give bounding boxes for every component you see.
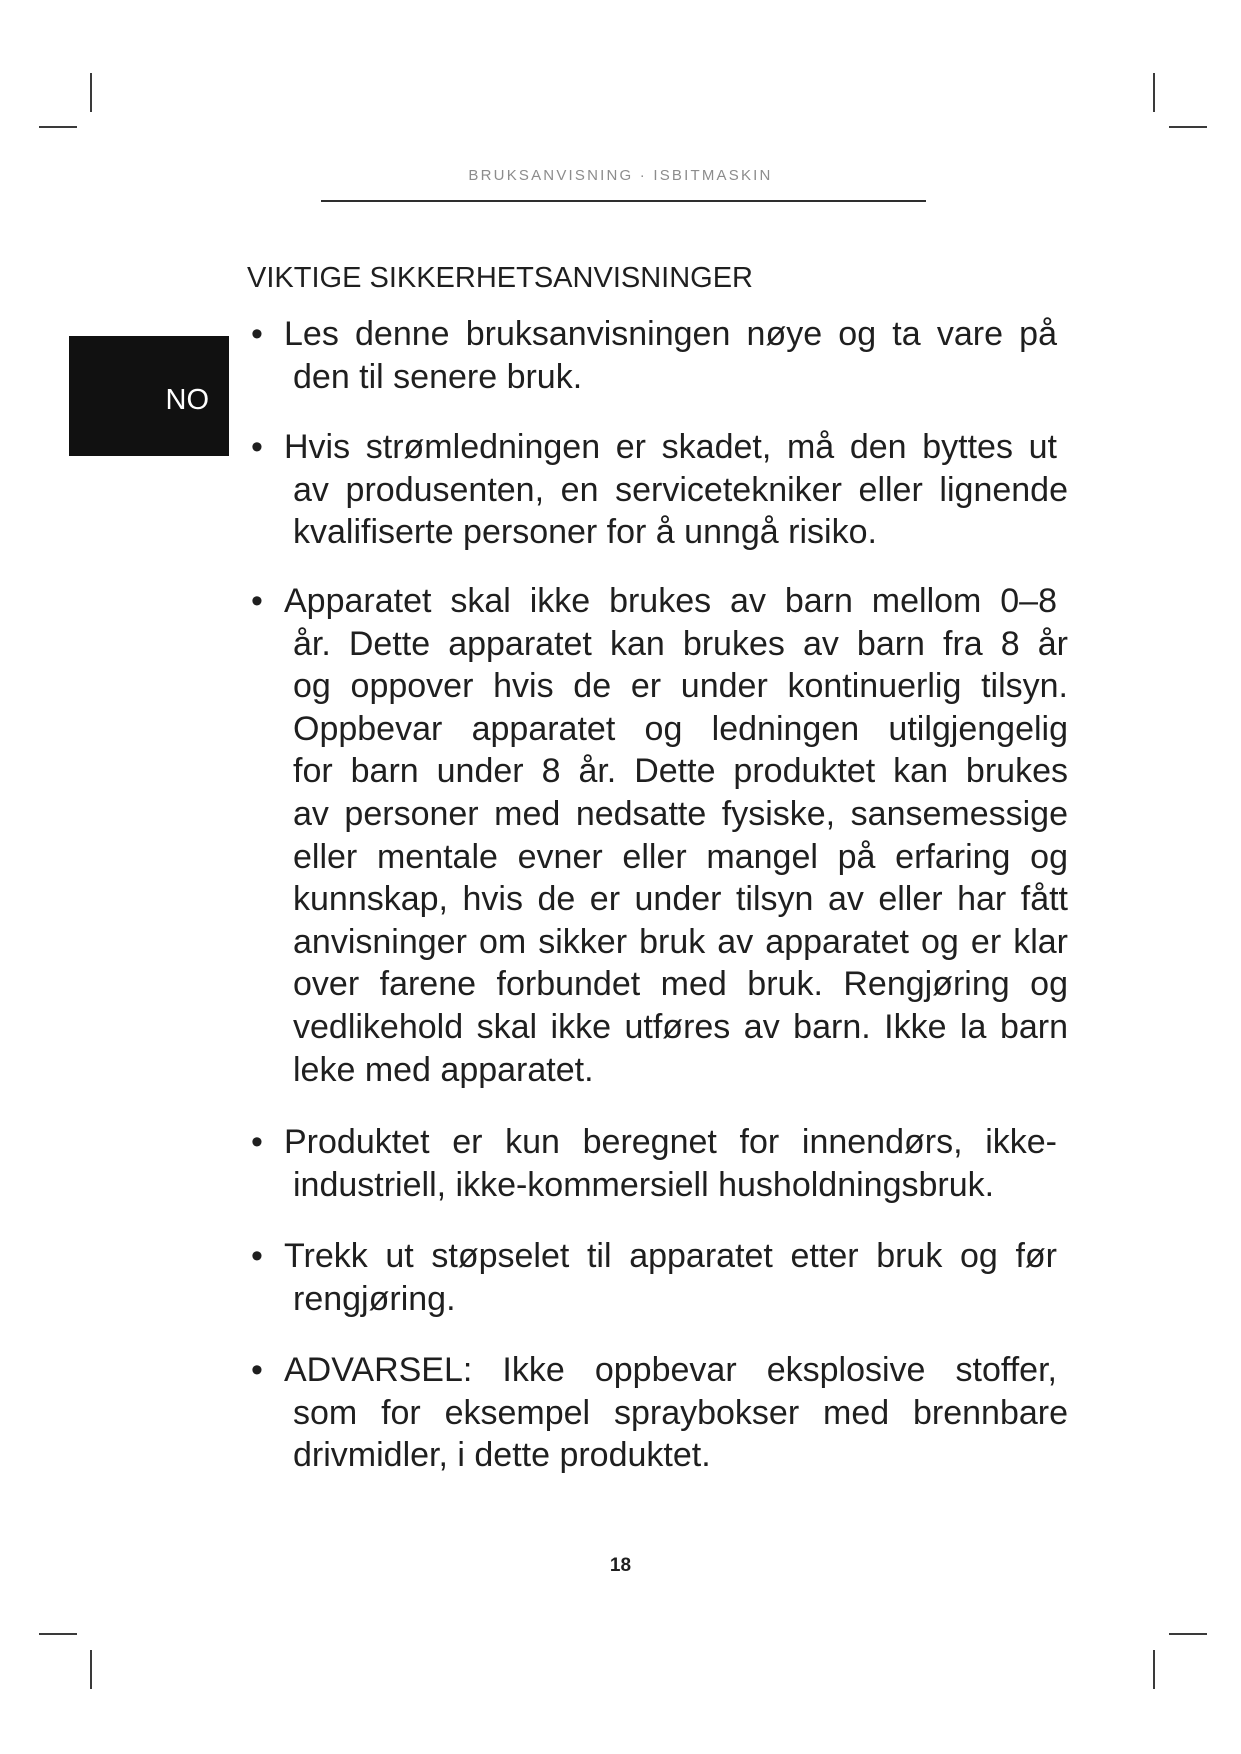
item-text-line: Produktet er kun beregnet for innendørs, ikke- bbox=[284, 1123, 1057, 1161]
crop-mark-top-left-horizontal bbox=[39, 126, 77, 128]
item-text-line: anvisninger om sikker bruk av apparatet og er klar bbox=[293, 922, 1068, 961]
crop-mark-bottom-right-vertical bbox=[1153, 1650, 1155, 1689]
item-text-line: drivmidler, i dette produktet. bbox=[293, 1436, 711, 1475]
item-text-line: industriell, ikke-kommersiell husholdningsbruk. bbox=[293, 1165, 995, 1204]
crop-mark-top-right-vertical bbox=[1153, 73, 1155, 112]
item-text-line: Trekk ut støpselet til apparatet etter bruk og før bbox=[284, 1237, 1057, 1275]
item-text-line: over farene forbundet med bruk. Rengjøring og bbox=[293, 965, 1068, 1004]
item-text-line: ADVARSEL: Ikke oppbevar eksplosive stoffer, bbox=[284, 1351, 1057, 1389]
item-text-line: av produsenten, en servicetekniker eller lignende bbox=[293, 470, 1068, 509]
safety-item-5 bbox=[0, 1235, 1241, 1320]
crop-mark-bottom-left-vertical bbox=[90, 1650, 92, 1689]
safety-item-2 bbox=[0, 426, 1241, 554]
item-text-line: år. Dette apparatet kan brukes av barn fra 8 år bbox=[293, 624, 1068, 663]
page-number: 18 bbox=[609, 1555, 632, 1576]
item-text-line: av personer med nedsatte fysiske, sansemessige bbox=[293, 794, 1068, 833]
header-rule bbox=[321, 200, 926, 202]
item-text-line: kvalifiserte personer for å unngå risiko. bbox=[293, 513, 877, 552]
safety-item-6 bbox=[0, 1349, 1241, 1477]
running-header-title: BRUKSANVISNING · ISBITMASKIN bbox=[468, 167, 773, 184]
item-text-line: og oppover hvis de er under kontinuerlig tilsyn. bbox=[293, 667, 1068, 706]
section-heading: VIKTIGE SIKKERHETSANVISNINGER bbox=[247, 262, 753, 294]
crop-mark-bottom-left-horizontal bbox=[39, 1633, 77, 1635]
bullet-icon: • bbox=[251, 315, 263, 353]
crop-mark-bottom-right-horizontal bbox=[1169, 1633, 1207, 1635]
item-text-line: eller mentale evner eller mangel på erfaring og bbox=[293, 837, 1068, 876]
safety-item-1 bbox=[0, 313, 1241, 398]
bullet-icon: • bbox=[251, 582, 263, 620]
bullet-icon: • bbox=[251, 1237, 263, 1275]
bullet-icon: • bbox=[251, 428, 263, 466]
safety-item-4 bbox=[0, 1121, 1241, 1206]
safety-item-3 bbox=[0, 580, 1241, 1091]
item-text-line: for barn under 8 år. Dette produktet kan brukes bbox=[293, 752, 1068, 791]
item-text-line: Oppbevar apparatet og ledningen utilgjengelig bbox=[293, 709, 1068, 748]
bullet-icon: • bbox=[251, 1351, 263, 1389]
language-tab-label: NO bbox=[165, 384, 209, 416]
item-text-line: Les denne bruksanvisningen nøye og ta vare på bbox=[284, 315, 1057, 353]
item-text-line: den til senere bruk. bbox=[293, 357, 583, 396]
item-text-line: Apparatet skal ikke brukes av barn mellom 0–8 bbox=[284, 582, 1057, 620]
bullet-icon: • bbox=[251, 1123, 263, 1161]
item-text-line: vedlikehold skal ikke utføres av barn. Ikke la barn bbox=[293, 1007, 1068, 1046]
item-text-line: leke med apparatet. bbox=[293, 1050, 594, 1089]
item-text-line: rengjøring. bbox=[293, 1279, 456, 1318]
item-text-line: som for eksempel spraybokser med brennbare bbox=[293, 1393, 1068, 1432]
crop-mark-top-left-vertical bbox=[90, 73, 92, 112]
item-text-line: Hvis strømledningen er skadet, må den byttes ut bbox=[284, 428, 1057, 466]
crop-mark-top-right-horizontal bbox=[1169, 126, 1207, 128]
item-text-line: kunnskap, hvis de er under tilsyn av eller har fått bbox=[293, 880, 1068, 919]
